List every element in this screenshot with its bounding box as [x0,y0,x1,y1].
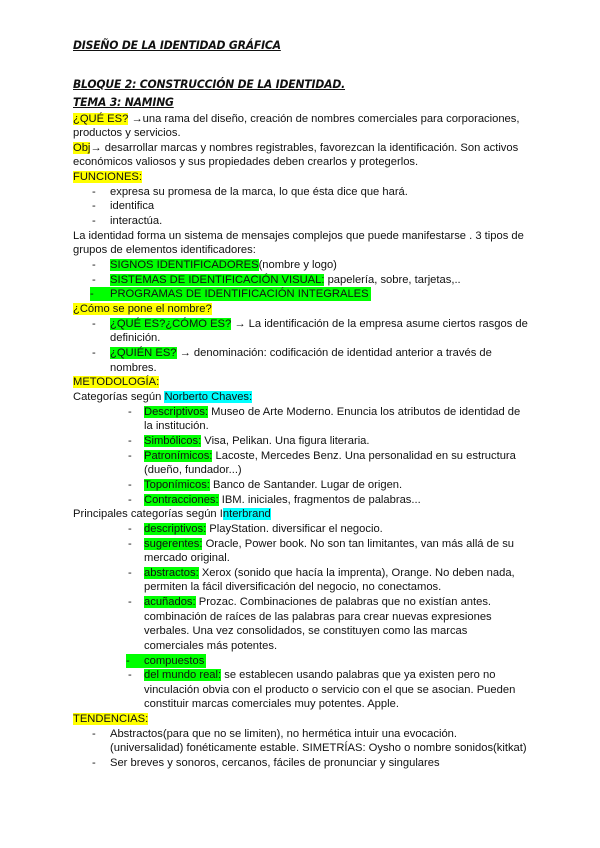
interbrand-line [73,507,271,521]
que-es-label: ¿QUÉ ES? [73,113,129,125]
interbrand-item-head: descriptivos: [144,523,207,535]
obj-line [73,141,518,155]
tendencias-label: TENDENCIAS: [73,713,149,725]
bullet-dash: - [126,655,130,667]
interbrand-item-text: Prozac. Combinaciones de palabras que no existían antes. [195,596,492,608]
nombre-item-cont: definición. [110,332,161,344]
tendencia-item: Abstractos(para que no se limiten), no hermética intuir una evocación. [110,728,457,740]
obj-text-cont: económicos valiosos y sus propiedades deben crearlos y protegerlos. [73,156,419,168]
bullet-dash: - [92,215,96,227]
bullet-dash: - [92,186,96,198]
que-es-text: →una rama del diseño, creación de nombres comerciales para corporaciones, [128,113,520,125]
bullet-dash: - [128,479,132,491]
chaves-item-text: Lacoste, Mercedes Benz. Una personalidad en su estructura [212,450,516,462]
metodologia-label: METODOLOGÍA: [73,376,160,388]
chaves-item-text: Visa, Pelikan. Una figura literaria. [201,435,370,447]
interbrand-item-text: Oracle, Power book. No son tan limitantes, van más allá de su [202,538,515,550]
bullet-dash: - [128,435,132,447]
bullet-dash: - [128,523,132,535]
chaves-line [73,390,252,404]
interbrand-item [144,595,491,609]
chaves-item-head: Contracciones: [144,494,219,506]
bullet-dash: - [92,274,96,286]
chaves-item [144,493,421,507]
identidad-text: La identidad forma un sistema de mensajes complejos que puede manifestarse . 3 tipos de [73,230,524,242]
interbrand-item-head: del mundo real: [144,669,222,681]
bullet-dash: - [128,669,132,681]
bullet-dash: - [92,728,96,740]
bullet-dash: - [92,318,96,330]
interbrand-item-text: se establecen usando palabras que ya existen pero no [221,669,496,681]
bullet-dash: - [128,406,132,418]
nombre-item-cont: nombres. [110,362,157,374]
interbrand-item-text: PlayStation. diversificar el negocio. [206,523,383,535]
chaves-item-head: Descriptivos: [144,406,209,418]
funcion-item: interactúa. [110,215,163,227]
chaves-item [144,434,370,448]
interbrand-item-cont: comerciales más potentes. [144,640,278,652]
interbrand-item [144,522,383,536]
bullet-dash: - [128,538,132,550]
interbrand-item-head: acuñados: [144,596,196,608]
chaves-item [144,405,520,419]
interbrand-prefix: Principales categorías según I [73,508,223,520]
topic-title: TEMA 3: NAMING [73,95,174,109]
interbrand-item [144,566,515,580]
identidad-item [90,287,371,301]
chaves-item-cont: (dueño, fundador...) [144,464,242,476]
bullet-dash: - [92,200,96,212]
interbrand-item-cont: constituir marcas comerciales muy potentes. Apple. [144,698,399,710]
identidad-text-cont: grupos de elementos identificadores: [73,244,256,256]
identidad-item-text: (nombre y logo) [258,259,337,271]
chaves-item [144,478,402,492]
interbrand-item-head: compuestos [144,655,205,667]
chaves-prefix: Categorías según [73,391,165,403]
tendencias-line [73,712,148,726]
interbrand-item [144,668,495,682]
bullet-dash: - [90,288,94,300]
interbrand-item-head: abstractos: [144,567,199,579]
identidad-item [110,273,461,287]
que-es-text-cont: productos y servicios. [73,127,181,139]
chaves-item-text: Museo de Arte Moderno. Enuncia los atributos de identidad de [208,406,521,418]
funcion-item: expresa su promesa de la marca, lo que ésta dice que hará. [110,186,408,198]
interbrand-item [144,537,514,551]
nombre-item-head: ¿QUIÉN ES? [110,347,177,359]
funciones-label: FUNCIONES: [73,171,142,183]
nombre-item-text: → La identificación de la empresa asume ciertos rasgos de [231,318,528,330]
chaves-item-text: Banco de Santander. Lugar de origen. [209,479,403,491]
block-title: BLOQUE 2: CONSTRUCCIÓN DE LA IDENTIDAD. [73,77,346,91]
interbrand-item [126,654,206,668]
chaves-item-cont: la institución. [144,420,209,432]
tendencia-item-cont: (universalidad) fonéticamente estable. SIMETRÍAS: Oysho o nombre sonidos(kitkat) [110,742,527,754]
identidad-item-text: papelería, sobre, tarjetas,.. [324,274,461,286]
interbrand-name: nterbrand [222,508,271,520]
nombre-item [110,317,528,331]
interbrand-item-cont: permiten la fácil diversificación del negocio, no conectamos. [144,581,442,593]
chaves-item-head: Simbólicos: [144,435,202,447]
doc-title: DISEÑO DE LA IDENTIDAD GRÁFICA [73,38,281,52]
que-es-line [73,112,520,126]
funciones-line [73,170,142,184]
nombre-line [73,302,212,316]
obj-text: → desarrollar marcas y nombres registrables, favorezcan la identificación. Son activos [90,142,519,154]
chaves-item-head: Patronímicos: [144,450,213,462]
obj-label: Obj [73,142,91,154]
bullet-dash: - [128,494,132,506]
interbrand-item-cont: mercado original. [144,552,230,564]
metodologia-line [73,375,159,389]
chaves-name: Norberto Chaves: [164,391,253,403]
interbrand-item-head: sugerentes: [144,538,203,550]
interbrand-item-cont: combinación de raíces de las palabras para crear nuevas expresiones [144,611,492,623]
nombre-item-text: → denominación: codificación de identidad anterior a través de [176,347,492,359]
interbrand-item-cont: vinculación obvia con el producto o servicio con el que se asocian. Pueden [144,684,516,696]
nombre-label: ¿Cómo se pone el nombre? [73,303,212,315]
identidad-item-head: PROGRAMAS DE IDENTIFICACIÓN INTEGRALES [110,288,369,300]
tendencia-item: Ser breves y sonoros, cercanos, fáciles de pronunciar y singulares [110,757,440,769]
bullet-dash: - [92,757,96,769]
bullet-dash: - [92,259,96,271]
interbrand-item-cont: verbales. Una vez consolidados, se constituyen como las marcas [144,625,468,637]
chaves-item-text: IBM. iniciales, fragmentos de palabras... [218,494,421,506]
bullet-dash: - [128,567,132,579]
nombre-item-head: ¿QUÉ ES?¿CÓMO ES? [110,318,232,330]
bullet-dash: - [92,347,96,359]
bullet-dash: - [128,450,132,462]
chaves-item [144,449,516,463]
interbrand-item-text: Xerox (sonido que hacía la imprenta), Orange. No deben nada, [198,567,515,579]
chaves-item-head: Toponímicos: [144,479,210,491]
nombre-item [110,346,492,360]
funcion-item: identifica [110,200,155,212]
bullet-dash: - [128,596,132,608]
identidad-item [110,258,337,272]
identidad-item-head: SIGNOS IDENTIFICADORES [110,259,259,271]
identidad-item-head: SISTEMAS DE IDENTIFICACIÓN VISUAL: [110,274,325,286]
